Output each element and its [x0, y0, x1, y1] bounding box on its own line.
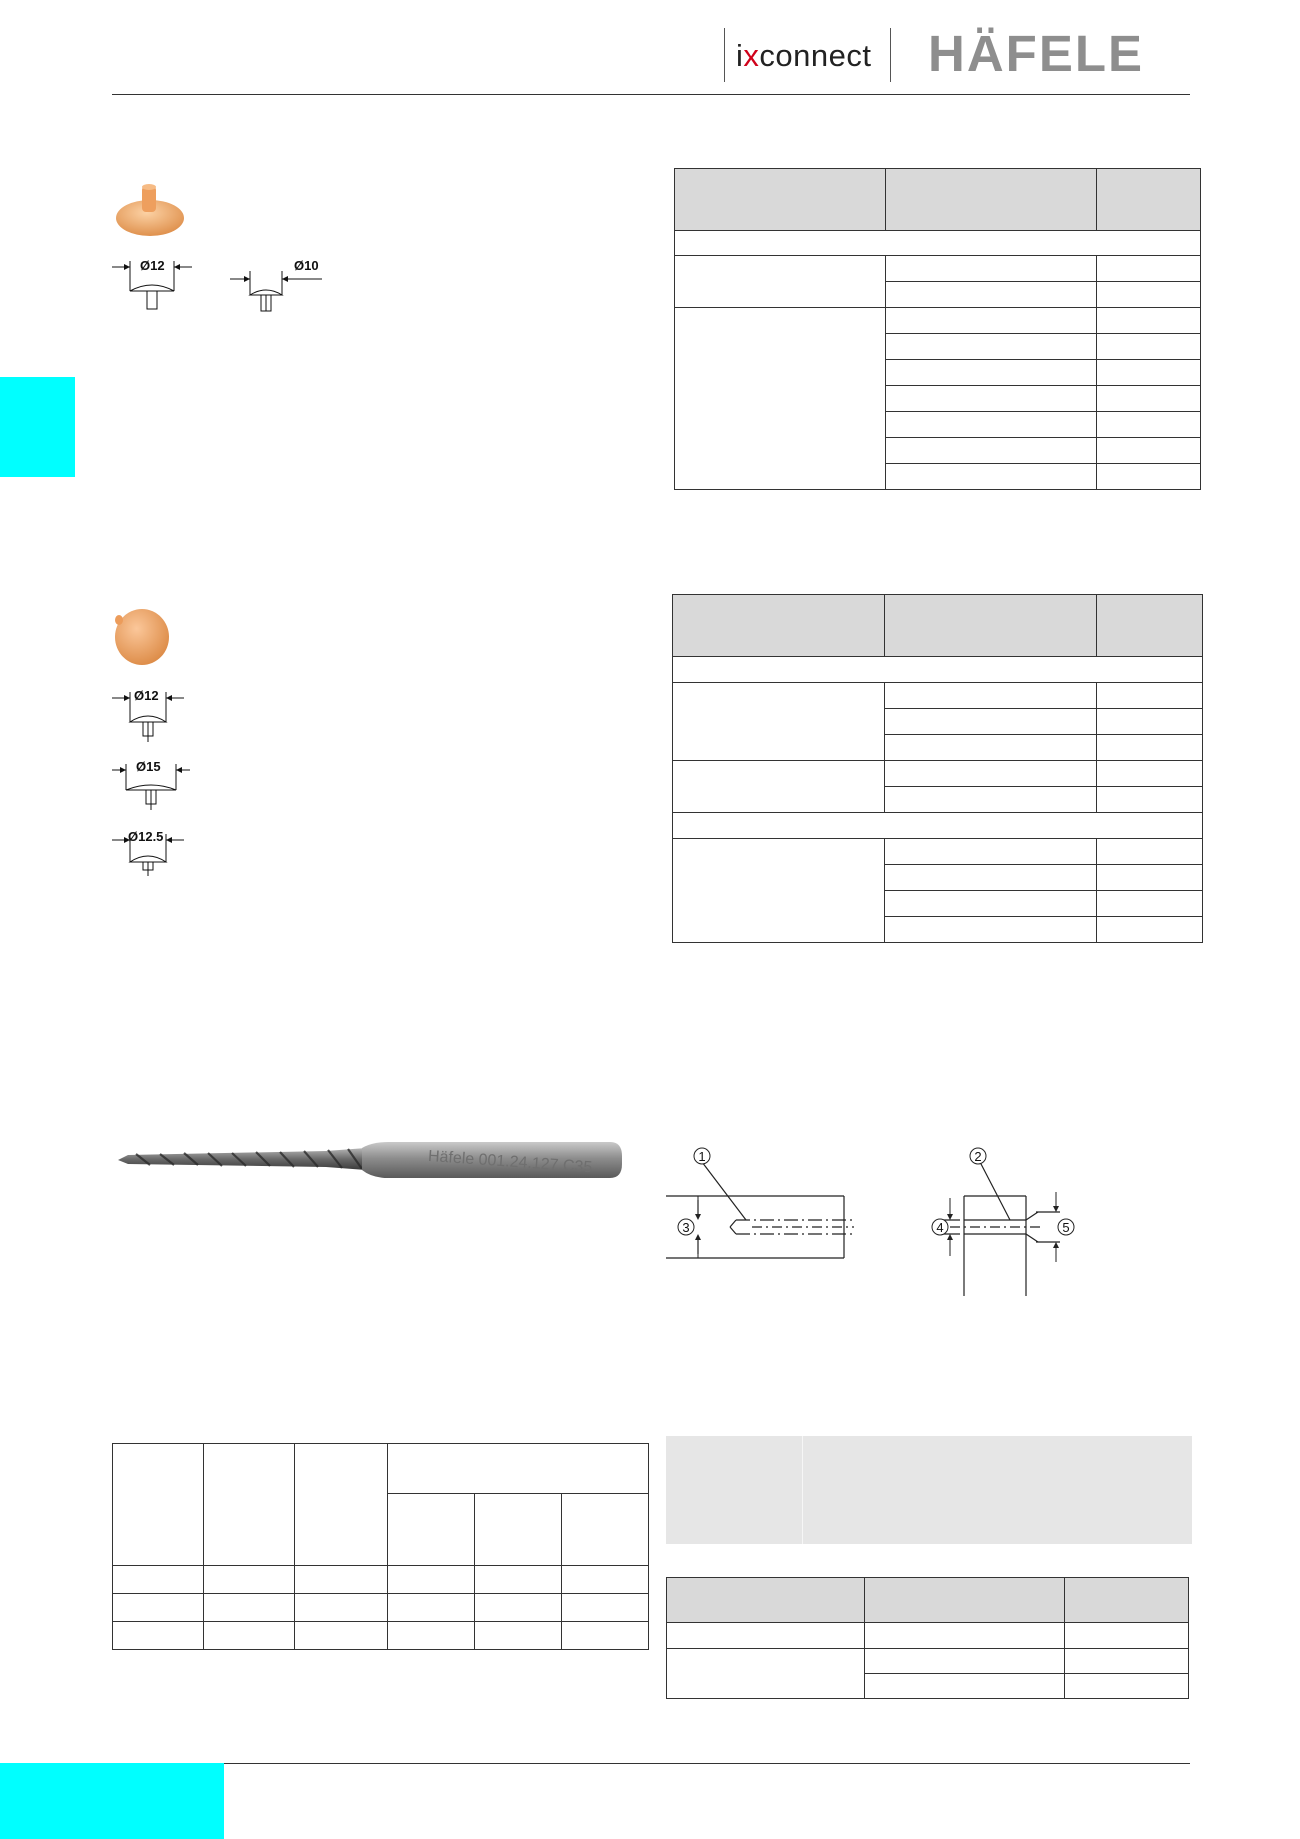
table-cell — [113, 1594, 204, 1622]
dimension-label: Ø12 — [134, 688, 159, 703]
dimension-label: Ø10 — [294, 258, 319, 273]
table-cell — [1097, 735, 1203, 761]
table-cell — [675, 256, 886, 308]
table-cell — [885, 787, 1097, 813]
table-cell — [1097, 917, 1203, 943]
table-cell — [204, 1594, 295, 1622]
spec-table-1 — [674, 168, 1201, 490]
table-cell — [885, 917, 1097, 943]
table-cell — [1097, 787, 1203, 813]
table-cell — [475, 1566, 562, 1594]
spec-table-2 — [672, 594, 1203, 943]
table-group-row — [673, 657, 1203, 683]
table-cell — [1097, 360, 1201, 386]
table-cell — [295, 1594, 388, 1622]
table-cell — [475, 1594, 562, 1622]
marker-label: 2 — [974, 1149, 982, 1164]
table-cell — [885, 709, 1097, 735]
table-cell — [675, 308, 886, 490]
table-cell — [1097, 865, 1203, 891]
table-cell — [295, 1444, 388, 1566]
table-group-row — [675, 231, 1201, 256]
table-cell — [865, 1623, 1065, 1649]
table-cell — [886, 412, 1097, 438]
table-cell — [1065, 1623, 1189, 1649]
table-cell — [886, 334, 1097, 360]
table-cell — [1097, 839, 1203, 865]
table-cell — [667, 1649, 865, 1699]
table-header-cell — [865, 1578, 1065, 1623]
footer-tab-marker — [0, 1763, 224, 1839]
spec-table-4 — [666, 1577, 1189, 1699]
table-cell — [886, 282, 1097, 308]
table-header-cell — [673, 595, 885, 657]
table-cell — [113, 1566, 204, 1594]
brand-separator-2 — [890, 28, 891, 82]
table-header-cell — [886, 169, 1097, 231]
cover-cap-image — [110, 604, 174, 670]
table-cell — [885, 761, 1097, 787]
drill-bit-image — [116, 1136, 624, 1182]
ixconnect-logo: ixconnect — [736, 38, 872, 73]
table-cell — [865, 1649, 1065, 1674]
table-cell — [562, 1494, 649, 1566]
table-cell — [886, 308, 1097, 334]
table-cell — [667, 1623, 865, 1649]
table-cell — [295, 1566, 388, 1594]
marker-label: 3 — [682, 1220, 690, 1235]
table-cell — [1065, 1649, 1189, 1674]
table-cell — [885, 891, 1097, 917]
table-cell — [204, 1622, 295, 1650]
table-cell — [388, 1594, 475, 1622]
table-cell — [885, 683, 1097, 709]
table-cell — [113, 1622, 204, 1650]
drill-engraving: Häfele 001.24.127 C35 — [427, 1147, 593, 1177]
table-header-cell — [1065, 1578, 1189, 1623]
table-cell — [1097, 683, 1203, 709]
table-cell — [562, 1566, 649, 1594]
table-cell — [886, 386, 1097, 412]
table-cell — [1097, 256, 1201, 282]
spec-table-3 — [112, 1443, 649, 1650]
table-cell — [885, 865, 1097, 891]
table-header-cell — [675, 169, 886, 231]
table-cell — [673, 683, 885, 761]
hafele-logo: HÄFELE — [928, 25, 1144, 82]
table-cell — [885, 735, 1097, 761]
table-header-cell — [1097, 595, 1203, 657]
table-cell — [1097, 709, 1203, 735]
dimension-label: Ø12.5 — [128, 829, 164, 844]
marker-label: 1 — [698, 1149, 706, 1164]
dimension-label: Ø15 — [136, 759, 161, 774]
table-cell — [388, 1444, 649, 1494]
table-header-cell — [667, 1578, 865, 1623]
table-header-cell — [885, 595, 1097, 657]
table-cell — [886, 360, 1097, 386]
table-cell — [865, 1674, 1065, 1699]
table-cell — [562, 1594, 649, 1622]
drilling-diagram — [660, 1140, 1080, 1300]
header-rule — [112, 94, 1190, 95]
marker-label: 5 — [1062, 1220, 1070, 1235]
table-cell — [1097, 412, 1201, 438]
footer-rule — [224, 1763, 1190, 1764]
table-cell — [1097, 438, 1201, 464]
table-cell — [1097, 308, 1201, 334]
table-cell — [1097, 761, 1203, 787]
table-cell — [388, 1494, 475, 1566]
table-cell — [886, 438, 1097, 464]
section-tab-marker — [0, 377, 75, 477]
marker-label: 4 — [936, 1220, 944, 1235]
info-box — [666, 1436, 1192, 1544]
table-cell — [475, 1622, 562, 1650]
table-cell — [388, 1566, 475, 1594]
table-cell — [1097, 386, 1201, 412]
cover-cap-pin-image — [110, 178, 190, 240]
table-cell — [113, 1444, 204, 1566]
table-cell — [673, 761, 885, 813]
table-cell — [1097, 282, 1201, 308]
table-cell — [204, 1444, 295, 1566]
table-cell — [885, 839, 1097, 865]
table-cell — [673, 839, 885, 943]
table-cell — [475, 1494, 562, 1566]
table-cell — [886, 256, 1097, 282]
info-box-divider — [802, 1436, 803, 1544]
table-cell — [204, 1566, 295, 1594]
dimension-label: Ø12 — [140, 258, 165, 273]
table-cell — [1065, 1674, 1189, 1699]
table-cell — [562, 1622, 649, 1650]
table-cell — [295, 1622, 388, 1650]
table-cell — [1097, 464, 1201, 490]
table-cell — [388, 1622, 475, 1650]
table-header-cell — [1097, 169, 1201, 231]
table-group-row — [673, 813, 1203, 839]
table-cell — [886, 464, 1097, 490]
table-cell — [1097, 334, 1201, 360]
table-cell — [1097, 891, 1203, 917]
brand-separator — [724, 28, 725, 82]
